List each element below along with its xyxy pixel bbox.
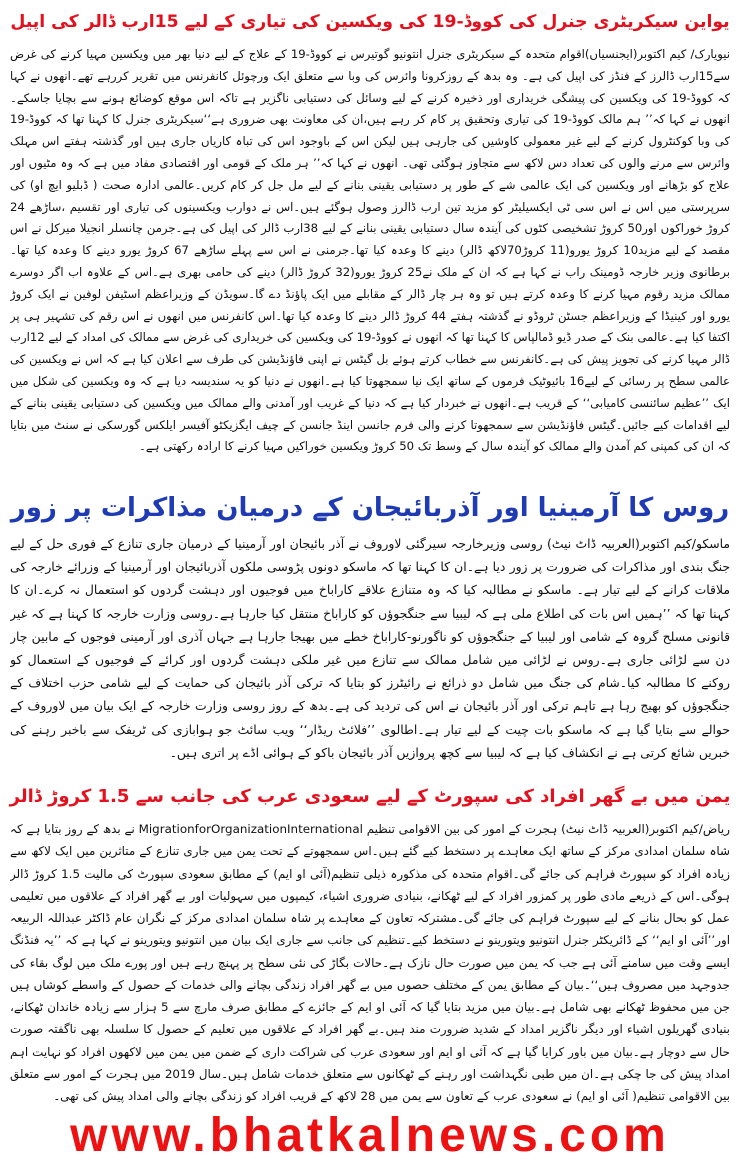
article-un-vaccine-appeal: نیویارک/ کیم اکتوبر(ایجنسیاں)اقوام متحدہ کے سیکریٹری جنرل انتونیو گوتیرس نے کووڈ-19 کے علاج کے لیے دنیا بھر میں ویکسین مہیا کرنے کی غرض سے15ارب ڈالرز کے فنڈز کی اپیل کی ہے۔ وہ بدھ کے روزکرونا وائرس کی وبا سے متعلق ایک ورچوئل کانفرنس میں تقریر کررہے تھے۔انھوں نے کہا کہ کووڈ-19 کی ویکسین کی پیشگی خریداری اور ذخیرہ کرنے کے لیے وسائل کی دستیابی ناگزیر ہے تاکہ اس موقع کوضائع ہونے سے بچایا جاسکے۔انھوں نے کہا کہ’’ ہم مالک کووڈ-19 کی تیاری وتحقیق پر کام کر رہے ہیں،ان کی معاونت بھی ضروری ہے‘‘سیکریٹری جنرل کا کہنا تھا کہ کووڈ-19 کی وبا کوکنٹرول کرنے کے لیے غیر معمولی کاوشیں کی جارہی ہیں لیکن اس کے باوجود اس کی تباہ کاریاں جاری ہیں اور گذشتہ ہفتے اس مہلک وائرس سے مرنے والوں کی تعداد دس لاکھ سے متجاوز ہوگئی تھی۔ انھوں نے کہا کہ’’ ہر ملک کے قومی اور اقتصادی مفاد میں ہے کہ وہ مٹیوں اور علاج کو بڑھانے اور ویکسین کی ایک عالمی شے کے طور پر دستیابی یقینی بنانے کے لیے مل جل کر کام کریں۔عالمی ادارہ صحت ( ڈبلیو ایچ او) کی سرپرستی میں اس نے اس سی ٹی ایکسیلیٹر کو مزید تین ارب ڈالرز وصول ہوگئے ہیں۔اس نے دوارب ویکسینوں کی تیاری اور تقسیم ،ساڑھے 24 کروڑ خوراکوں اور50 کروڑ تشخیصی کٹوں کی آیندہ سال دستیابی یقینی بنانے کے لیے 38ارب ڈالر کی اپیل کی ہے۔جرمن چانسلر انجیلا میرکل نے اس مقصد کے لیے مزید10 کروڑ یورو(11 کروڑ70لاکھ ڈالر) دینے کا وعدہ کیا تھا۔جرمنی نے اس سے پہلے ساڑھے 67 کروڑ یورو دینے کا وعدہ کیا تھا۔برطانوی وزیر خارجہ ڈومینک راب نے کہا ہے کہ ان کے ملک نے25 کروڑ یورو(32 کروڑ ڈالر) دینے کی حامی بھری ہے۔اس کے علاوہ اب اگر دوسرے ممالک مزید رقوم مہیا کرنے کا وعدہ کرتے ہیں تو وہ ہر چار ڈالر کے مقابلے میں ایک پاؤنڈ دے گا۔سویڈن کے وزیراعظم اسٹیفن لوفین نے ایک کروڑ یورو اور کینیڈا کے وزیراعظم جسٹن ٹروڈو نے گذشتہ ہفتے 44 کروڑ ڈالر دینے کا وعدہ کیا تھا۔اس کانفرنس میں انھوں نے اس رقم کی تشہیر ہی پر اکتفا کیا ہے۔عالمی بنک کے صدر ڈیو ڈمالپاس کا کہنا تھا کہ انھوں نے کووڈ-19 کی ویکسین کی خریداری کی غرض سے ممالک کی امداد کے لیے 12ارب ڈالر مہیا کرنے کی تجویز پیش کی ہے۔کانفرنس سے خطاب کرتے ہوئے بل گیٹس نے اپنی فاؤنڈیشن کی طرف سے اعلان کیا ہے کہ اس نے ویکسین کی عالمی سطح پر رسائی کے لیے16 بائیوٹیک فرموں کے ساتھ ایک نیا سمجھوتا کیا ہے۔انھوں نے دنیا کو یہ سندیسہ دیا ہے کہ وہ ویکسین کی شکل میں ایک ’’عظیم سائنسی کامیابی‘‘ کے قریب ہے۔انھوں نے خبردار کیا ہے کہ دنیا کے غریب اور آمدنی والے ممالک میں ویکسین کی دستیابی یقینی بنانے کے لیے اقدامات کیے جائیں۔گیٹس فاؤنڈیشن سے سمجھوتا کرنے والی فرم جانسن اینڈ جانسن کے چیف ایگزیکٹو آفیسر ایلکس گورسکی نے سنٹ میں بتایا کہ ان کی کمپنی کم آمدن والے ممالک کو آیندہ سال کے وسط تک 50 کروڑ ویکسین خوراکیں مہیا کرنے کا ارادہ رکھتی ہے۔ xyxy=(10,47,730,454)
website-url[interactable]: www.bhatkalnews.com xyxy=(70,1110,670,1161)
article-yemen-saudi-support: ریاض/کیم اکتوبر(العربیہ ڈاٹ نیٹ) ہجرت کے امور کی بین الاقوامی تنظیم MigrationforOrganizationInternational نے بدھ کے روز بتایا ہے کہ شاہ سلمان امدادی مرکز کے ساتھ ایک معاہدے پر دستخط کیے گئے ہیں۔اس سمجھوتے کے تحت یمن میں جاری تنازع کے متاثرین میں ایک لاکھ سے زیادہ افراد کو سپورٹ فراہم کی جائے گی۔اقوام متحدہ کی مذکورہ ذیلی تنظیم(آئی او ایم) کے مطابق سعودی سپورٹ کی مالیت 1.5 کروڑ ڈالر ہوگی۔اس کے ذریعے مادی طور پر کمزور افراد کے لیے ٹھکانے، بنیادی ضروری اشیاء، کیمپوں میں سہولیات اور بے گھر افراد کے علاقوں میں تعلیمی عمل کو بحال بنانے کے لیے سپورٹ فراہم کی جائے گی۔مشترکہ تعاون کے معاہدے پر شاہ سلمان امدادی مرکز کے نگران عام ڈاکٹر عبداللہ الربیعہ اور’’آئی او ایم‘‘ کے ڈائریکٹر جنرل انتونیو ویتورینو نے دستخط کیے۔تنظیم کی جانب سے جاری ایک بیان میں انتونیو ویتورینو نے کہا ہے کہ ’’یہ فنڈنگ ایسے وقت میں سامنے آئی ہے جب کہ یمن میں صورت حال نازک ہے۔حالات بگاڑ کی نئی سطح پر پہنچ رہے ہیں اور پورے ملک میں لوگ بقاء کی جدوجہد میں مصروف ہیں‘‘۔بیان کے مطابق یمن کے مختلف حصوں میں بے گھر افراد زندگی بچانے والی خدمات کے حصول کے واسطے کوشاں ہیں جن میں محفوظ ٹھکانے بھی شامل ہے۔بیان میں مزید بتایا گیا کہ آئی او ایم کے جائزے کے مطابق صرف مارچ سے 5 ہزار سے زیادہ خاندان ٹھکانے، بنیادی گھریلوں اشیاء اور دیگر ناگزیر امداد کے شدید ضرورت مند ہیں۔بے گھر افراد کے علاقوں میں تعلیم کے حصول کا سلسلہ بھی ناگفتہ صورت حال سے دوچار ہے۔بیان میں باور کرایا گیا ہے کہ آئی او ایم اور سعودی عرب کی شراکت داری کے ضمن میں یمن میں لاکھوں افراد کو نہایت اہم امداد پیش کی جا چکی ہے۔ان میں طبی نگہداشت اور رہنے کے ٹھکانوں سے متعلق خدمات شامل ہیں۔سال 2019 میں ہجرت کے امور سے متعلق بین الاقوامی تنظیم( آئی او ایم) نے سعودی عرب کے تعاون سے یمن میں 28 لاکھ کے قریب افراد کو زندگی بچانے والی امداد پیش کی تھی۔ xyxy=(10,822,730,1104)
article-russia-armenia-azerbaijan: ماسکو/کیم اکتوبر(العربیہ ڈاٹ نیٹ) روسی وزیرخارجہ سیرگئی لاوروف نے آذر بائیجان اور آرمینیا کے درمیان جاری تنازع کے فوری حل کے لیے جنگ بندی اور مذاکرات کی ضرورت پر زور دیا ہے۔ان کا کہنا تھا کہ ماسکو دونوں پڑوسی ملکوں آذربائیجان اور آرمینیا کے وزرائے خارجہ کی ملاقات کرانے کے لیے تیار ہے۔ ماسکو نے مطالبہ کیا کہ وہ متنازع علاقے کاراباخ میں فوجیوں اور دہشت گردوں کو استعمال نہ کرے۔ان کا کہنا تھا کہ ’’ہمیں اس بات کی اطلاع ملی ہے کہ لیبیا سے جنگجوؤں کو کاراباخ منتقل کیا جارہا ہے۔روسی وزارت خارجہ کا کہنا ہے کہ غیر قانونی مسلح گروہ کے شامی اور لیبیا کے جنگجوؤں کو ناگورنو-کاراباخ خطے میں بھیجا جارہا ہے جہاں آذری اور آرمینی فوجوں کے مابین چار دن سے لڑائی جاری ہے۔روس نے لڑائی میں شامل ممالک سے تنازع میں غیر ملکی دہشت گردوں اور کرائے کے فوجیوں کے استعمال کو روکنے کا مطالبہ کیا۔شام کی جنگ میں شامل دو ذرائع نے رائیٹرز کو بتایا کہ ترکی آذر بائیجان کی حمایت کے لیے شامی حزب اختلاف کے جنگجوؤں کو بھیج رہا ہے تاہم ترکی اور آذر بائیجان نے اس کی تردید کی ہے۔بدھ کے روز روسی وزارت خارجہ کے ایک بیان میں لاوروف کے حوالے سے بتایا گیا ہے کہ ماسکو بات چیت کے لیے تیار ہے۔اطالوی ’’فلائٹ ریڈار‘‘ ویب سائٹ جو ہوابازی کی ٹریفک سے باخبر رہنے کی خبریں شائع کرتی ہے نے انکشاف کیا ہے کہ لیبیا سے کچھ پروازیں آذر بائیجان باکو کے ہوائی اڈے پر اتری ہیں۔ xyxy=(10,536,730,760)
headline-russia-armenia-azerbaijan: روس کا آرمینیا اور آذربائیجان کے درمیان مذاکرات پر زور xyxy=(10,493,730,523)
headline-un-vaccine-appeal: یواین سیکریٹری جنرل کی کووڈ-19 کی ویکسین کی تیاری کے لیے 15ارب ڈالر کی اپیل xyxy=(10,12,730,32)
headline-yemen-saudi-support: یمن میں بے گھر افراد کی سپورٹ کے لیے سعودی عرب کی جانب سے 1.5 کروڑ ڈالر xyxy=(9,786,731,807)
